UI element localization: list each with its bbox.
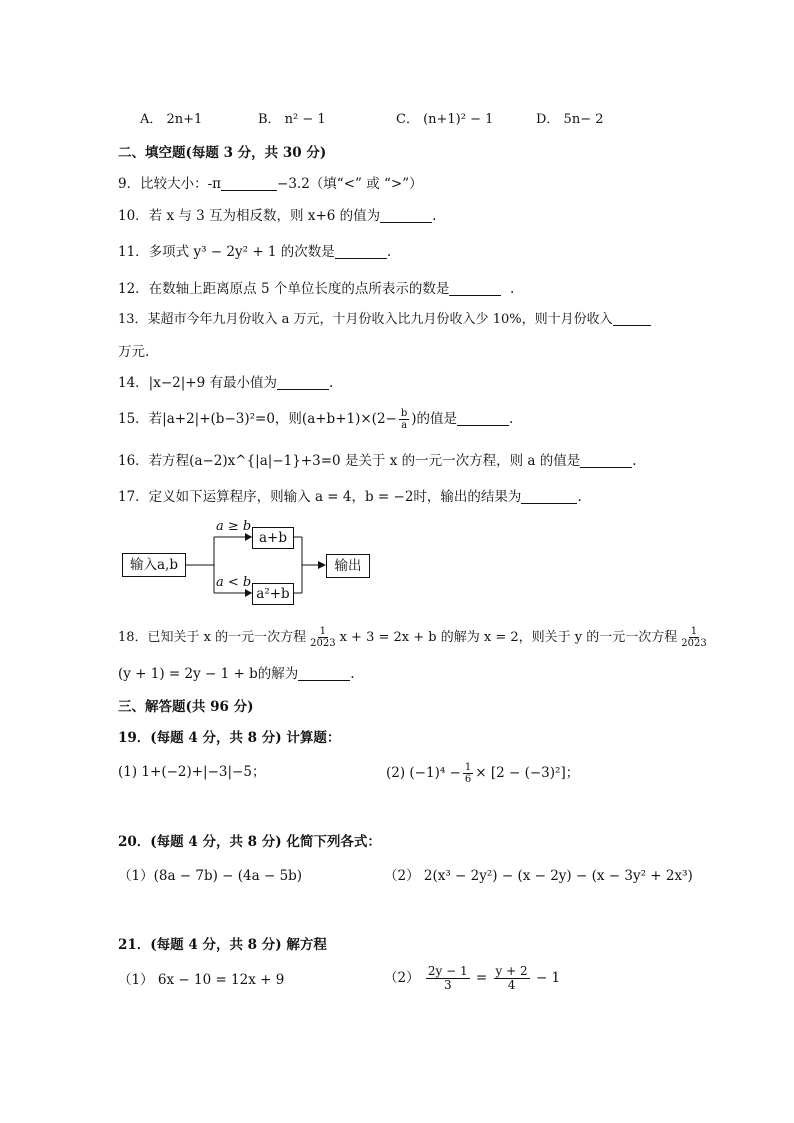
- q19-p2-post: × [2 − (−3)²]；: [475, 765, 580, 781]
- question-20-part-2: （2） 2(x³ − 2y²) − (x − 2y) − (x − 3y² + 2x³): [384, 868, 693, 884]
- section-3-title: 三、解答题(共 96 分): [118, 699, 254, 715]
- q15-num: b: [400, 408, 408, 419]
- q18-blank[interactable]: [298, 666, 350, 681]
- question-20-title: [118, 832, 381, 852]
- question-13-cont: 万元.: [118, 344, 150, 360]
- flow-cond-bottom: a < b: [216, 575, 252, 590]
- q9-pre: 9．比较大小：: [118, 176, 208, 192]
- q11-end: .: [386, 244, 392, 260]
- choice-d: D． 5n− 2: [536, 112, 604, 127]
- q18-den-2: 2023: [681, 638, 707, 649]
- flow-cond-top: a ≥ b: [216, 519, 252, 534]
- q18-fraction-2: [679, 626, 708, 649]
- q20-title: 20．(每题 4 分，共 8 分) 化简下列各式：: [118, 834, 381, 850]
- q18-num-2: 1: [690, 626, 698, 637]
- question-21-part-2: [384, 965, 560, 992]
- q10-end: .: [432, 208, 437, 224]
- choice-b: B． n² − 1: [258, 112, 326, 127]
- choice-c: C． (n+1)² − 1: [396, 112, 494, 127]
- q15-pre: 15．若|a+2|+(b−3)²=0，则(a+b+1)×(2−: [118, 411, 397, 427]
- q18-mid: x + 3 = 2x + b 的解为 x = 2，则关于 y 的一元一次方程: [339, 630, 678, 645]
- q17-text: 17．定义如下运算程序，则输入 a = 4，b = −2时，输出的结果为: [118, 489, 522, 505]
- flow-op-bottom: a²+b: [252, 583, 294, 605]
- q21-fraction-2: [494, 965, 530, 992]
- q18-end: .: [350, 666, 355, 682]
- q10-text: 10．若 x 与 3 互为相反数，则 x+6 的值为: [118, 208, 381, 224]
- question-19-part-1: (1) 1+(−2)+|−3|−5；: [118, 764, 266, 780]
- question-19-title: [118, 728, 340, 748]
- question-18: [118, 626, 711, 649]
- q18-num-1: 1: [319, 626, 327, 637]
- q19-den: 6: [464, 774, 472, 785]
- q19-p2-pre: (2) (−1)⁴ −: [386, 765, 461, 781]
- q16-end: .: [632, 453, 637, 469]
- q21-num-1: 2y − 1: [427, 964, 468, 978]
- q14-end: .: [328, 375, 334, 391]
- q15-end: .: [509, 411, 514, 427]
- flow-op-top: a+b: [252, 527, 294, 549]
- question-18-line2: [118, 664, 355, 684]
- q19-fraction: [463, 762, 473, 785]
- q15-post: )的值是: [411, 411, 458, 427]
- q14-text: 14．|x−2|+9 有最小值为: [118, 375, 277, 391]
- flow-output-box: 输出: [326, 554, 370, 578]
- q17-end: .: [577, 489, 582, 505]
- q19-title: 19．(每题 4 分，共 8 分) 计算题：: [118, 730, 341, 746]
- question-20-part-1: （1）(8a − 7b) − (4a − 5b): [118, 868, 303, 884]
- q21-p2-post: − 1: [535, 970, 561, 986]
- q21-den-1: 3: [443, 978, 452, 992]
- q18-pre: 18．已知关于 x 的一元一次方程: [118, 630, 307, 645]
- section-2-title: 二、填空题(每题 3 分，共 30 分): [118, 145, 327, 161]
- q12-end: .: [509, 281, 515, 297]
- q13-text: 13．某超市今年九月份收入 a 万元，十月份收入比九月份收入少 10%，则十月份收入: [118, 312, 613, 327]
- q9-a: -π: [207, 176, 222, 192]
- question-19-part-2: [386, 762, 579, 785]
- q21-p2-pre: （2）: [384, 970, 420, 986]
- q18-line2: (y + 1) = 2y − 1 + b的解为: [118, 666, 299, 682]
- q19-num: 1: [464, 762, 472, 773]
- question-21-title: [118, 935, 327, 955]
- q15-den: a: [401, 420, 408, 431]
- q18-fraction-1: [308, 626, 337, 649]
- flow-input-box: 输入a,b: [122, 553, 186, 577]
- q11-text: 11．多项式 y³ − 2y² + 1 的次数是: [118, 244, 335, 260]
- q9-b: −3.2（填“<” 或 “>”）: [277, 176, 423, 192]
- q18-den-1: 2023: [310, 638, 336, 649]
- q21-num-2: y + 2: [495, 964, 528, 978]
- q12-text: 12．在数轴上距离原点 5 个单位长度的点所表示的数是: [118, 281, 450, 297]
- q21-den-2: 4: [507, 978, 516, 992]
- q21-eq: =: [475, 970, 488, 986]
- q21-title: 21．(每题 4 分，共 8 分) 解方程: [118, 937, 327, 953]
- q16-text: 16．若方程(a−2)x^{|a|−1}+3=0 是关于 x 的一元一次方程，则 a 的值是: [118, 453, 581, 469]
- question-21-part-1: （1） 6x − 10 = 12x + 9: [118, 972, 285, 988]
- choice-a: A． 2n+1: [140, 112, 203, 127]
- q21-fraction-1: [426, 965, 470, 992]
